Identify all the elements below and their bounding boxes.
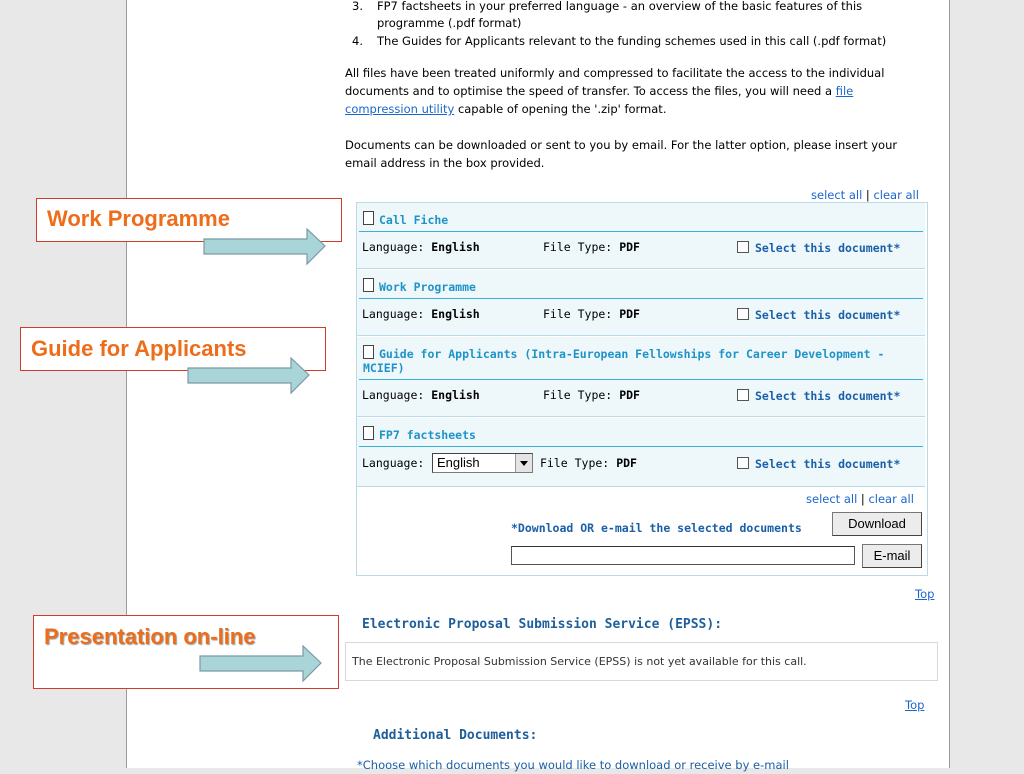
checkbox[interactable] [737, 241, 749, 253]
document-item-fp7-factsheets [357, 418, 925, 487]
paragraph-files-line2: documents and to optimise the speed of transfer. To access the files, you will need a file [345, 84, 854, 98]
top-link-2[interactable]: Top [905, 698, 925, 712]
select-document-checkbox[interactable]: Select this document* [737, 389, 900, 403]
file-type-label: File Type: [543, 307, 613, 321]
file-type-label: File Type: [543, 240, 613, 254]
paragraph-download-line2: email address in the box provided. [345, 156, 545, 170]
top-link[interactable]: Top [915, 587, 935, 601]
list-item-text: FP7 factsheets in your preferred language - an overview of the basic features of this [377, 0, 863, 13]
epss-box [345, 642, 938, 681]
language-value: English [431, 307, 480, 321]
document-item-work-programme [357, 270, 925, 336]
divider [359, 379, 923, 380]
file-type-value: PDF [619, 240, 640, 254]
checkbox[interactable] [737, 389, 749, 401]
select-all-link-bottom[interactable]: select all [806, 492, 858, 506]
callout-label: Presentation on-line [44, 624, 256, 649]
document-title[interactable]: Work Programme [363, 278, 915, 294]
paragraph-download-line1: Documents can be downloaded or sent to you by email. For the latter option, please insert your [345, 138, 898, 152]
select-clear-bottom: select all | clear all [806, 492, 914, 506]
checkbox[interactable] [737, 308, 749, 320]
list-item-text-cont: programme (.pdf format) [377, 16, 522, 30]
document-item-guide-for-applicants [357, 337, 925, 417]
file-type-label: File Type: [543, 388, 613, 402]
callout-label: Guide for Applicants [31, 336, 247, 361]
language-label: Language: [362, 240, 425, 254]
divider [359, 231, 923, 232]
checkbox[interactable] [737, 457, 749, 469]
download-prompt: *Download OR e-mail the selected documents [511, 521, 802, 535]
file-type-label: File Type: [540, 456, 610, 470]
document-item-call-fiche [357, 203, 925, 269]
file-type-value: PDF [619, 307, 640, 321]
language-label: Language: [362, 388, 425, 402]
paragraph-files-line1: All files have been treated uniformly and compressed to facilitate the access to the individual [345, 66, 885, 80]
list-item-text: The Guides for Applicants relevant to the funding schemes used in this call (.pdf format) [377, 34, 887, 48]
document-title[interactable]: FP7 factsheets [363, 426, 915, 442]
email-button[interactable]: E-mail [862, 544, 922, 568]
select-document-checkbox[interactable]: Select this document* [737, 457, 900, 471]
document-icon [363, 345, 374, 359]
paragraph-files-line3: compression utility capable of opening the '.zip' format. [345, 102, 667, 116]
document-icon [363, 426, 374, 440]
chevron-down-icon[interactable] [515, 454, 532, 472]
file-compression-link-b[interactable]: compression utility [345, 102, 455, 116]
file-type-value: PDF [616, 456, 637, 470]
additional-documents-heading: Additional Documents: [373, 728, 538, 743]
epss-heading: Electronic Proposal Submission Service (EPSS): [362, 617, 723, 632]
language-value: English [431, 388, 480, 402]
document-icon [363, 211, 374, 225]
file-type-value: PDF [619, 388, 640, 402]
additional-documents-text: *Choose which documents you would like to download or receive by e-mail [357, 758, 789, 772]
select-document-checkbox[interactable]: Select this document* [737, 308, 900, 322]
language-label: Language: [362, 456, 425, 470]
list-number: 4. [352, 34, 363, 48]
document-title[interactable]: Guide for Applicants (Intra-European Fellowships for Career Development - MCIEF) [363, 347, 885, 375]
arrow-right-icon [199, 645, 323, 683]
select-all-link-top[interactable]: select all [811, 188, 863, 202]
select-document-checkbox[interactable]: Select this document* [737, 241, 900, 255]
clear-all-link-top[interactable]: clear all [873, 188, 919, 202]
divider [359, 446, 923, 447]
clear-all-link-bottom[interactable]: clear all [868, 492, 914, 506]
file-compression-link-a[interactable]: file [835, 84, 854, 98]
download-button[interactable]: Download [832, 512, 922, 536]
document-icon [363, 278, 374, 292]
arrow-right-icon [187, 357, 311, 395]
epss-text: The Electronic Proposal Submission Service (EPSS) is not yet available for this call. [352, 655, 807, 668]
list-number: 3. [352, 0, 363, 13]
callout-label: Work Programme [47, 206, 230, 231]
divider [359, 298, 923, 299]
language-value: English [431, 240, 480, 254]
select-clear-top: select all | clear all [811, 188, 919, 202]
language-label: Language: [362, 307, 425, 321]
document-title[interactable]: Call Fiche [363, 211, 915, 227]
language-select[interactable]: English [432, 453, 533, 473]
arrow-right-icon [203, 228, 327, 266]
email-input[interactable] [511, 546, 855, 565]
